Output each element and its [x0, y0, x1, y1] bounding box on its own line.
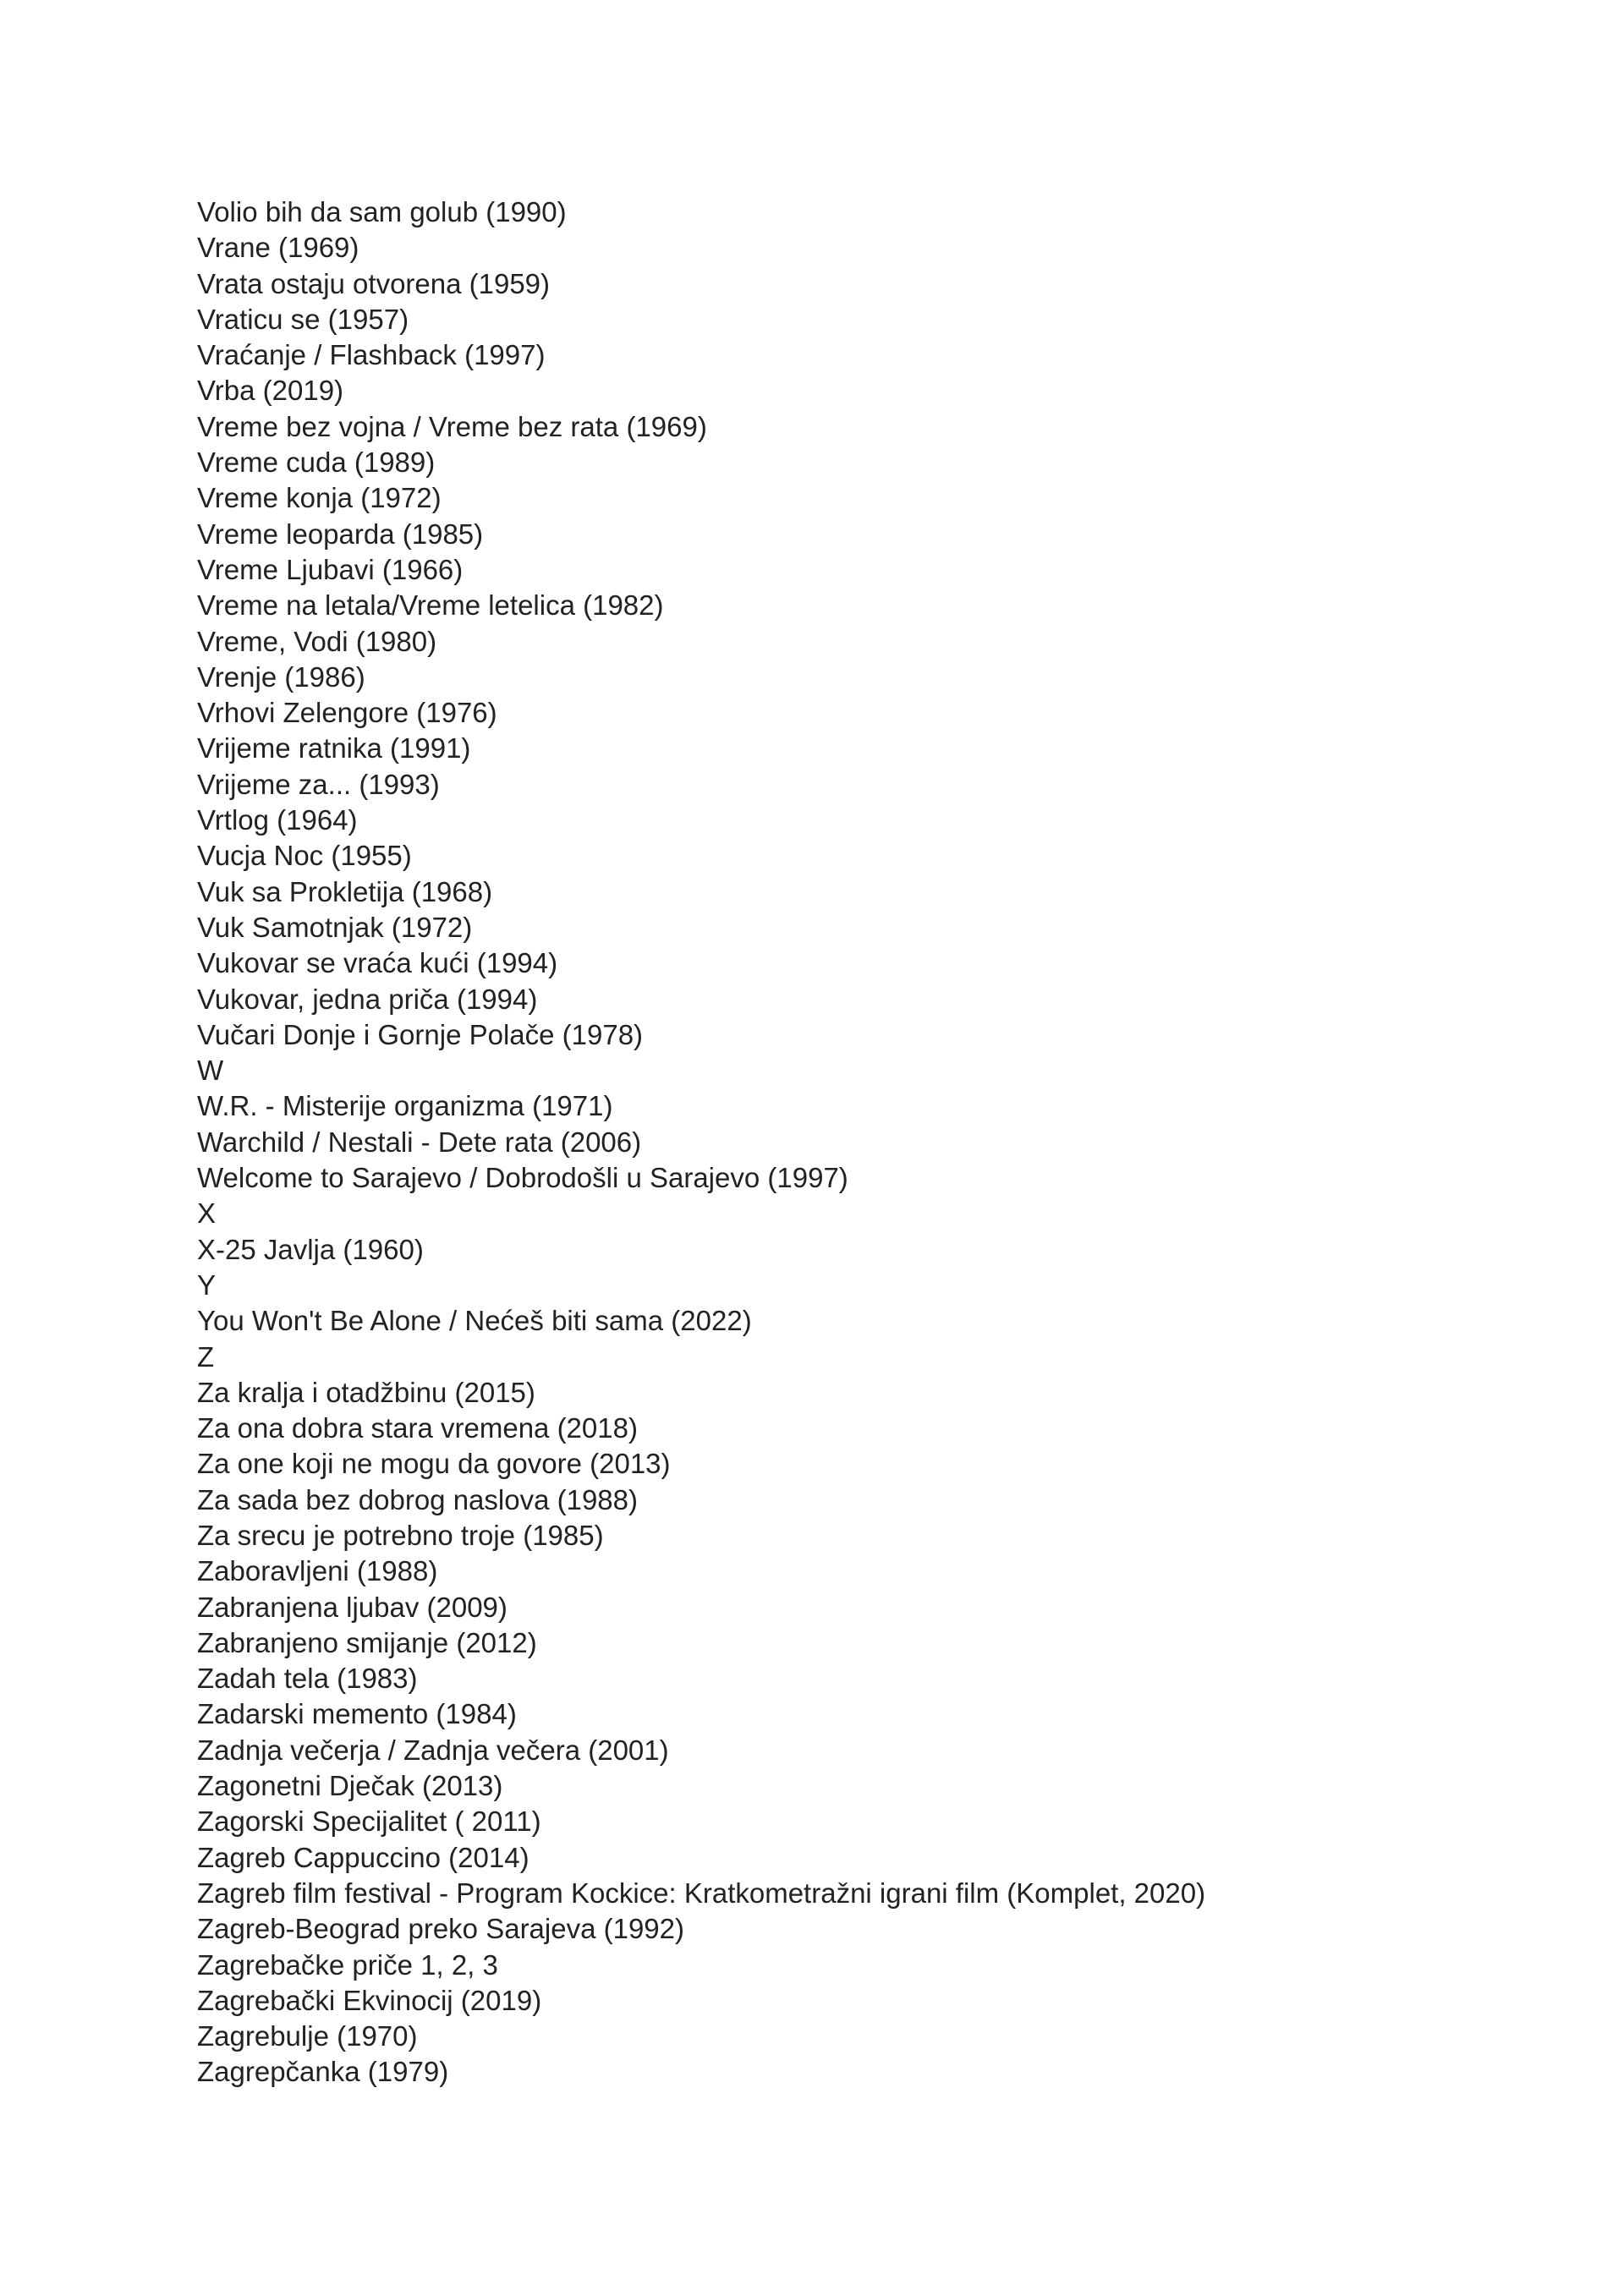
list-item: You Won't Be Alone / Nećeš biti sama (2022)	[197, 1305, 752, 1337]
letter-section-heading: W	[197, 1055, 224, 1087]
list-item: Vreme na letala/Vreme letelica (1982)	[197, 589, 664, 622]
list-item: Za one koji ne mogu da govore (2013)	[197, 1448, 671, 1480]
list-item: Zagreb Cappuccino (2014)	[197, 1841, 529, 1873]
list-item: Vuk sa Prokletija (1968)	[197, 875, 493, 907]
list-item: Vreme konja (1972)	[197, 482, 442, 514]
list-item: Vrba (2019)	[197, 375, 344, 407]
list-item: Vucja Noc (1955)	[197, 840, 412, 872]
list-item: Vreme bez vojna / Vreme bez rata (1969)	[197, 410, 707, 442]
list-item: Vrtlog (1964)	[197, 804, 358, 836]
list-item: Zagonetni Dječak (2013)	[197, 1770, 503, 1802]
list-item: Zagrebački Ekvinocij (2019)	[197, 1984, 542, 2016]
letter-section-heading: Y	[197, 1269, 217, 1301]
list-item: Zagrepčanka (1979)	[197, 2056, 449, 2088]
list-item: Zagorski Specijalitet ( 2011)	[197, 1806, 541, 1838]
film-title-list	[197, 195, 1205, 2091]
list-item: Zagrebačke priče 1, 2, 3	[197, 1948, 498, 1981]
list-item: Vreme, Vodi (1980)	[197, 625, 437, 657]
list-item: Vrane (1969)	[197, 232, 359, 264]
list-item: Za srecu je potrebno troje (1985)	[197, 1519, 604, 1551]
list-item: Zadah tela (1983)	[197, 1663, 418, 1695]
list-item: Za ona dobra stara vremena (2018)	[197, 1412, 638, 1444]
list-item: Zadnja večerja / Zadnja večera (2001)	[197, 1734, 669, 1766]
list-item: Zabranjena ljubav (2009)	[197, 1591, 508, 1623]
list-item: Za sada bez dobrog naslova (1988)	[197, 1483, 639, 1515]
list-item: Zabranjeno smijanje (2012)	[197, 1626, 537, 1658]
list-item: X-25 Javlja (1960)	[197, 1233, 424, 1265]
list-item: Vreme cuda (1989)	[197, 447, 436, 479]
list-item: Warchild / Nestali - Dete rata (2006)	[197, 1126, 642, 1158]
list-item: W.R. - Misterije organizma (1971)	[197, 1090, 613, 1122]
letter-section-heading: X	[197, 1197, 217, 1230]
list-item: Vreme leoparda (1985)	[197, 518, 484, 550]
list-item: Vukovar, jedna priča (1994)	[197, 983, 538, 1015]
list-item: Vrhovi Zelengore (1976)	[197, 697, 497, 729]
list-item: Vrijeme za... (1993)	[197, 768, 440, 800]
list-item: Volio bih da sam golub (1990)	[197, 196, 567, 227]
list-item: Vuk Samotnjak (1972)	[197, 911, 473, 943]
list-item: Vukovar se vraća kući (1994)	[197, 947, 558, 979]
list-item: Vraćanje / Flashback (1997)	[197, 339, 546, 371]
list-item: Vrata ostaju otvorena (1959)	[197, 267, 551, 299]
list-item: Vrijeme ratnika (1991)	[197, 732, 471, 764]
list-item: Welcome to Sarajevo / Dobrodošli u Sarajevo (1997)	[197, 1162, 848, 1194]
list-item: Vučari Donje i Gornje Polače (1978)	[197, 1018, 644, 1050]
list-item: Zagrebulje (1970)	[197, 2020, 418, 2052]
list-item: Vreme Ljubavi (1966)	[197, 553, 464, 585]
list-item: Zadarski memento (1984)	[197, 1698, 517, 1730]
list-item: Zaboravljeni (1988)	[197, 1555, 438, 1587]
letter-section-heading: Z	[197, 1340, 215, 1373]
list-item: Vraticu se (1957)	[197, 303, 409, 335]
list-item: Vrenje (1986)	[197, 660, 365, 693]
list-item: Zagreb-Beograd preko Sarajeva (1992)	[197, 1913, 685, 1945]
list-item: Zagreb film festival - Program Kockice: Kratkometražni igrani film (Komplet, 2020)	[197, 1877, 1206, 1909]
list-item: Za kralja i otadžbinu (2015)	[197, 1376, 535, 1408]
